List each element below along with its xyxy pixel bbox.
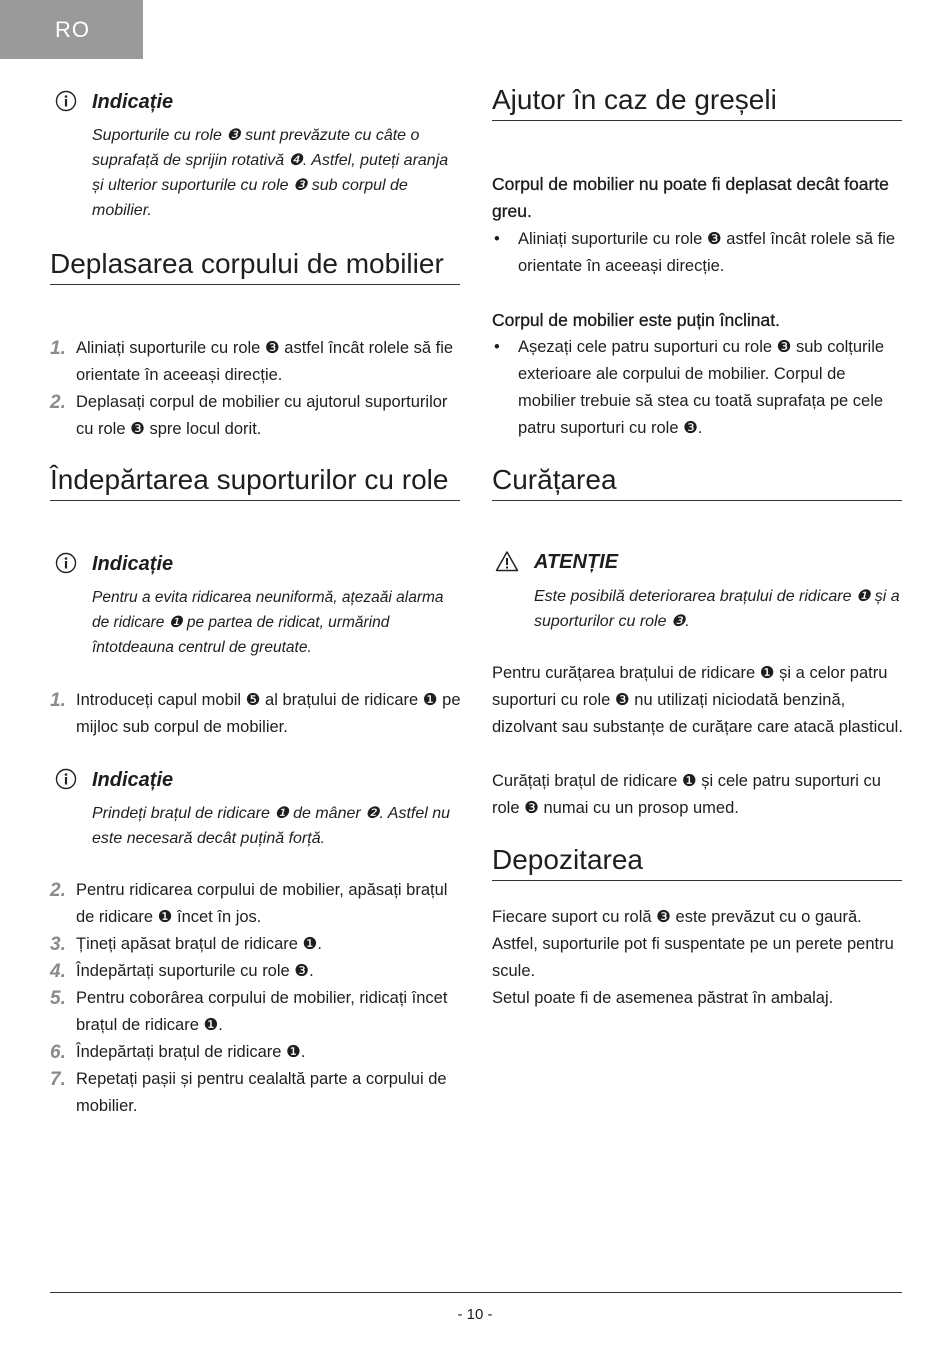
note-text: Prindeți brațul de ridicare ❶ de mâner ❷. Astfel nu este necesară decât puțină forță. (92, 805, 451, 847)
warning-text: Este posibilă deteriorarea brațului de ridicare ❶ și a suporturilor cu role ❸. (534, 588, 900, 630)
info-icon (55, 552, 77, 574)
step-number: 6. (50, 1042, 66, 1063)
step-number: 2. (50, 880, 66, 901)
section-heading: Ajutor în caz de greșeli (492, 86, 902, 121)
step-item (50, 877, 462, 931)
step-text: Îndepărtați brațul de ridicare ❶. (76, 1043, 306, 1061)
step-number: 3. (50, 934, 66, 955)
paragraph: Curățați brațul de ridicare ❶ și cele patru suporturi cu role ❸ numai cu un prosop umed. (492, 772, 881, 817)
paragraph: Setul poate fi de asemenea păstrat în ambalaj. (492, 989, 834, 1007)
warning-title: ATENȚIE (534, 551, 619, 573)
solution-list (492, 226, 904, 280)
step-number: 1. (50, 690, 66, 711)
solution-list (492, 334, 904, 442)
step-text: Deplasați corpul de mobilier cu ajutorul suporturilor cu role ❸ spre locul dorit. (76, 393, 448, 438)
left-column (50, 0, 460, 1200)
info-icon (55, 90, 77, 112)
page-number: - 10 - (457, 1306, 493, 1323)
section-heading: Deplasarea corpului de mobilier (50, 250, 460, 285)
problem-heading: Corpul de mobilier este puțin înclinat. (492, 310, 780, 330)
step-item (50, 335, 462, 389)
step-item (50, 958, 462, 985)
info-icon (55, 768, 77, 790)
step-item (50, 985, 462, 1039)
language-tab: RO (0, 0, 143, 59)
step-item (50, 1066, 462, 1120)
step-number: 5. (50, 988, 66, 1009)
step-text: Țineți apăsat brațul de ridicare ❶. (76, 935, 322, 953)
section-heading: Îndepărtarea suporturilor cu role (50, 466, 460, 501)
note-title: Indicație (92, 91, 174, 113)
problem-heading: Corpul de mobilier nu poate fi deplasat decât foarte greu. (492, 174, 889, 221)
note-title: Indicație (92, 553, 174, 575)
step-item (50, 389, 462, 443)
section-heading: Curățarea (492, 466, 902, 501)
steps-list (50, 335, 462, 443)
paragraph: Pentru curățarea brațului de ridicare ❶ și a celor patru suporturi cu role ❸ nu utilizați niciodată benzină, dizolvant sau substanțe de curățare care atacă plasticul. (492, 664, 903, 736)
step-number: 7. (50, 1069, 66, 1090)
step-text: Pentru ridicarea corpului de mobilier, apăsați brațul de ridicare ❶ încet în jos. (76, 881, 448, 926)
solution-item: • Așezați cele patru suporturi cu role ❸ sub colțurile exterioare ale corpului de mobilier. Corpul de mobilier trebuie să stea cu toată suprafața pe cele patru suporturi cu role ❸. (492, 334, 904, 442)
warning-icon (495, 550, 517, 572)
step-text: Introduceți capul mobil ❺ al brațului de ridicare ❶ pe mijloc sub corpul de mobilier. (76, 691, 461, 736)
paragraph: Fiecare suport cu rolă ❸ este prevăzut cu o gaură. Astfel, suporturile pot fi suspentate pe un perete pentru scule. (492, 908, 894, 980)
footer-divider (50, 1292, 902, 1293)
right-column (492, 0, 902, 1200)
note-text: Pentru a evita ridicarea neuniformă, ațezaăi alarma de ridicare ❶ pe partea de ridicat, urmărind întotdeauna centrul de greutate. (92, 589, 444, 656)
section-heading: Depozitarea (492, 846, 902, 881)
step-item (50, 687, 462, 741)
step-item (50, 1039, 462, 1066)
step-number: 2. (50, 392, 66, 413)
note-text: Suporturile cu role ❸ sunt prevăzute cu câte o suprafață de sprijin rotativă ❹. Astfel, puteți aranja și ulterior suporturile cu role ❸ sub corpul de mobilier. (92, 127, 449, 219)
note-title: Indicație (92, 769, 174, 791)
step-item (50, 931, 462, 958)
step-number: 1. (50, 338, 66, 359)
step-text: Aliniați suporturile cu role ❸ astfel încât rolele să fie orientate în aceeași direcție. (76, 339, 454, 384)
step-text: Pentru coborârea corpului de mobilier, ridicați încet brațul de ridicare ❶. (76, 989, 448, 1034)
steps-list (50, 687, 462, 741)
steps-list (50, 877, 462, 1120)
step-text: Repetați pașii și pentru cealaltă parte a corpului de mobilier. (76, 1070, 447, 1115)
step-number: 4. (50, 961, 66, 982)
solution-item: • Aliniați suporturile cu role ❸ astfel încât rolele să fie orientate în aceeași direcție. (492, 226, 904, 280)
step-text: Îndepărtați suporturile cu role ❸. (76, 962, 314, 980)
